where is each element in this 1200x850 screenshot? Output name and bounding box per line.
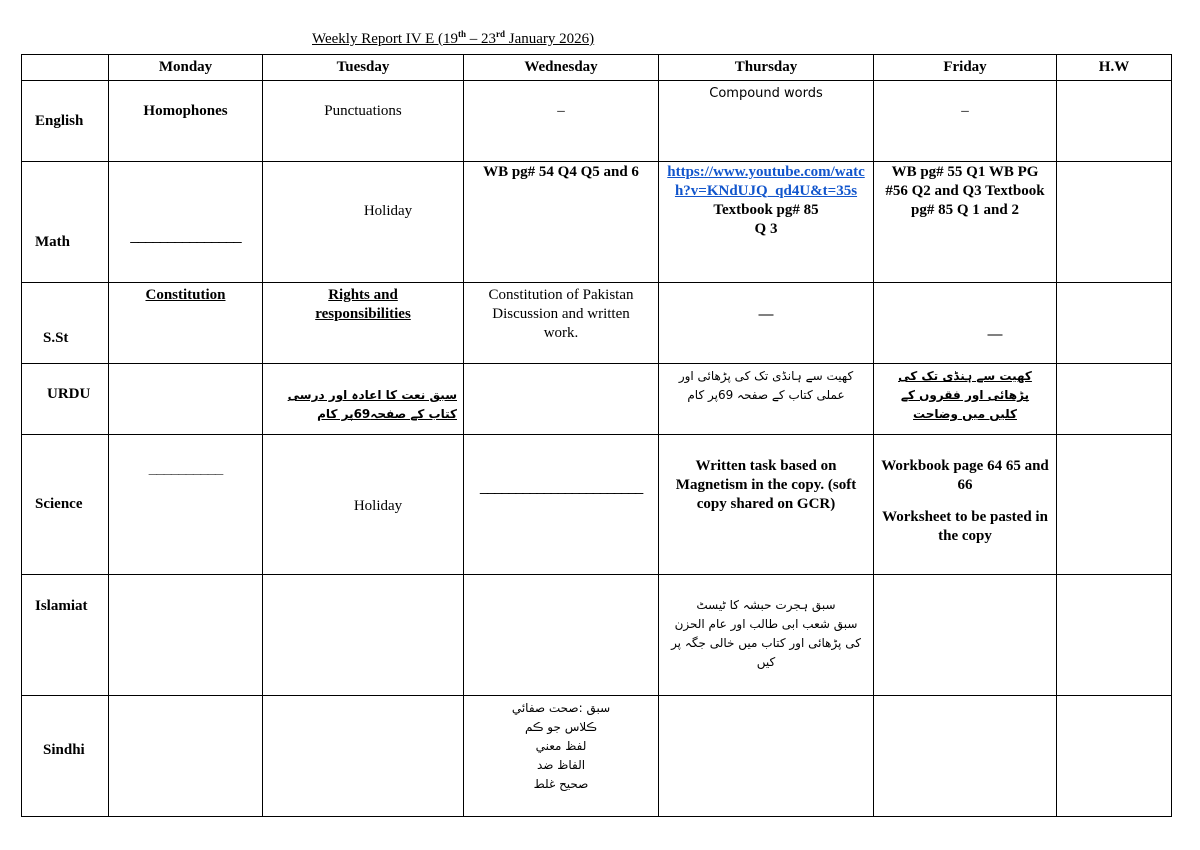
subject-english [22,81,109,162]
col-header-monday: Monday [109,55,263,81]
cell-text: Constitution of Pakistan Discussion and written work. [488,287,634,341]
science-monday [109,435,263,575]
title-text-end: January 2026) [505,31,595,47]
urdu-hw [1057,364,1172,435]
subject-label: Science [35,496,83,512]
cell-text: WB pg# 54 Q4 Q5 and 6 [483,164,639,180]
islamiat-hw [1057,575,1172,696]
subject-label: Islamiat [35,598,88,614]
row-islamiat [22,575,1172,696]
report-title [312,31,594,48]
english-friday [874,81,1057,162]
islamiat-thursday [659,575,874,696]
cell-text: WB pg# 55 Q1 WB PG #56 Q2 and Q3 Textbook pg# 85 Q 1 and 2 [885,164,1045,218]
row-sst [22,283,1172,364]
cell-text: الفاظ ضد [536,758,586,772]
title-text-mid: – 23 [466,31,496,47]
islamiat-monday [109,575,263,696]
weekly-report-table [21,54,1172,817]
subject-label: S.St [43,329,69,346]
science-tuesday [263,435,464,575]
sst-monday [109,283,263,364]
urdu-monday [109,364,263,435]
sst-wednesday [464,283,659,364]
col-header-hw: H.W [1057,55,1172,81]
math-thursday [659,162,874,283]
urdu-thursday [659,364,874,435]
sst-tuesday [263,283,464,364]
cell-text: سبق نعت کا اعادہ اور درسی کتاب کے صفحہ69پر کام [287,388,457,421]
cell-text: Rights and responsibilities [315,287,411,322]
col-header-wednesday: Wednesday [464,55,659,81]
sindhi-friday [874,696,1057,817]
urdu-wednesday [464,364,659,435]
cell-text: — [987,326,1003,343]
cell-text: Constitution [145,287,226,303]
cell-text: – [557,103,565,119]
cell-text: سبق ہجرت حبشہ کا ٹیسٹ [696,598,836,612]
row-sindhi [22,696,1172,817]
row-science [22,435,1172,575]
math-tuesday [263,162,464,283]
youtube-link[interactable]: https://www.youtube.com/watch?v=KNdUJQ_qd4U&t=35s [667,164,865,199]
science-thursday [659,435,874,575]
subject-islamiat [22,575,109,696]
cell-text: صحيح غلط [533,777,589,791]
corner-cell [22,55,109,81]
sindhi-hw [1057,696,1172,817]
cell-text: – [961,103,969,119]
cell-text: Written task based on Magnetism in the copy. (soft copy shared on GCR) [675,458,857,512]
english-hw [1057,81,1172,162]
cell-text: __________ [148,460,223,477]
cell-text: Worksheet to be pasted in the copy [882,509,1048,544]
sindhi-lines [464,696,658,794]
islamiat-wednesday [464,575,659,696]
row-urdu [22,364,1172,435]
science-hw [1057,435,1172,575]
sindhi-thursday [659,696,874,817]
cell-text: لفظ معني [535,739,587,753]
cell-text: Holiday [363,203,413,219]
subject-sindhi [22,696,109,817]
title-text: Weekly Report IV E (19 [312,31,458,47]
subject-urdu [22,364,109,435]
sst-hw [1057,283,1172,364]
cell-text: سبق شعب ابی طالب اور عام الحزن کی پڑھائی اور کتاب میں خالی جگہ پر کیں [671,617,861,669]
english-tuesday [263,81,464,162]
subject-label: URDU [47,386,91,402]
cell-text: Homophones [143,103,228,119]
col-header-thursday: Thursday [659,55,874,81]
cell-text: Holiday [353,498,403,514]
cell-text: Textbook pg# 85 [713,202,819,218]
subject-science [22,435,109,575]
col-header-friday: Friday [874,55,1057,81]
col-header-tuesday: Tuesday [263,55,464,81]
english-wednesday [464,81,659,162]
sindhi-monday [109,696,263,817]
math-monday [109,162,263,283]
subject-math [22,162,109,283]
cell-text: _______________________ [480,478,642,495]
science-wednesday [464,435,659,575]
cell-text: Workbook page 64 65 and 66 [881,458,1049,493]
subject-label: Sindhi [43,741,85,758]
cell-text: Q 3 [754,221,778,237]
sst-thursday [659,283,874,364]
subject-label: Math [35,233,70,250]
sindhi-tuesday [263,696,464,817]
math-wednesday [464,162,659,283]
math-hw [1057,162,1172,283]
cell-text: _______________ [130,227,241,244]
cell-text: Compound words [709,86,823,101]
row-english [22,81,1172,162]
sst-friday [874,283,1057,364]
cell-text: — [758,306,774,323]
science-friday [874,435,1057,575]
cell-text: سبق :صحت صفائي [511,701,611,715]
islamiat-tuesday [263,575,464,696]
header-row [22,55,1172,81]
title-sup-rd: rd [496,29,505,39]
cell-text: ڪلاس جو ڪم [525,720,597,734]
subject-sst [22,283,109,364]
math-friday [874,162,1057,283]
cell-text: Punctuations [324,103,402,119]
english-thursday [659,81,874,162]
subject-label: English [35,112,84,129]
cell-text: کھیت سے ہنڈی تک کی پڑھائی اور فقروں کے کلیں میں وضاحت [898,369,1032,421]
urdu-tuesday [263,364,464,435]
sindhi-wednesday [464,696,659,817]
cell-text: کھیت سے ہانڈی تک کی پڑھائی اور عملی کتاب کے صفحہ 69پر کام [678,369,854,402]
islamiat-friday [874,575,1057,696]
english-monday [109,81,263,162]
title-sup-th: th [457,29,466,39]
row-math [22,162,1172,283]
urdu-friday [874,364,1057,435]
